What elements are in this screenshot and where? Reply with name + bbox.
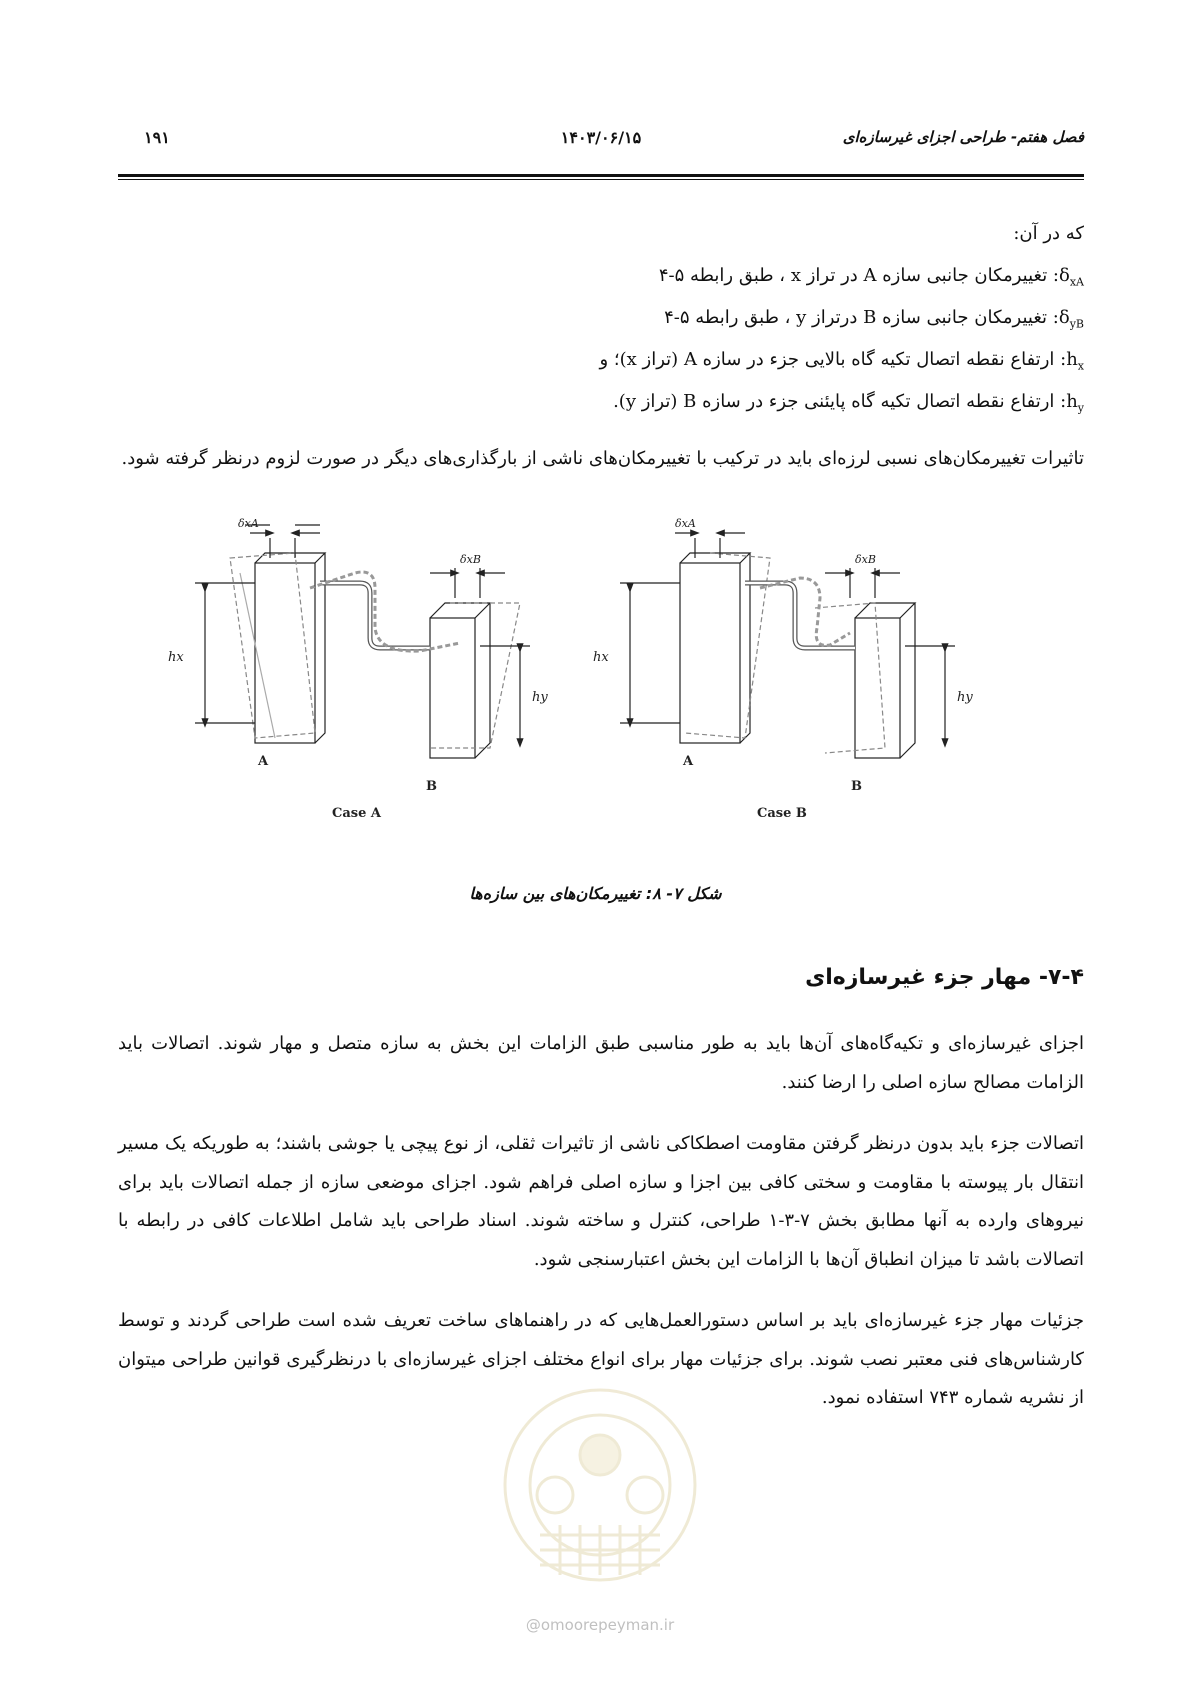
case-b-label-a: A (683, 754, 694, 769)
case-b-dxb-label: δxB (855, 553, 876, 566)
page-header (118, 128, 1084, 158)
case-b-label-b: B (851, 779, 862, 794)
case-a-dxa-label: δxA (238, 517, 259, 530)
case-a-tower-a (255, 563, 315, 743)
defs-intro: که در آن: (1013, 223, 1084, 244)
case-a-label-a: A (258, 754, 269, 769)
figure-caption: شکل ۷- ۸: تغییرمکان‌های بین سازه‌ها (469, 884, 722, 903)
case-b-tower-a (680, 563, 740, 743)
section-paragraph-1: اجزای غیرسازه‌ای و تکیه‌گاه‌های آن‌ها باید به طور مناسبی طبق الزامات این بخش به سازه متصل و مهار شوند. اتصالات باید الزامات مصالح سازه اصلی را ارضا کنند. (118, 1033, 1084, 1093)
case-b-hx-label: hx (593, 650, 609, 665)
case-a-dxb-label: δxB (460, 553, 481, 566)
watermark-logo (490, 1375, 710, 1635)
case-a-hx-label: hx (168, 650, 184, 665)
case-a-label-b: B (426, 779, 437, 794)
case-b-hy-label: hy (957, 690, 973, 705)
section-title: ۷-۴- مهار جزء غیرسازه‌ای (805, 965, 1084, 990)
header-rule-thin (118, 179, 1084, 180)
header-rule-thick (118, 174, 1084, 177)
case-a-hy-label: hy (532, 690, 548, 705)
case-a-tower-b (430, 618, 475, 758)
def-hx: $h_x$: ارتفاع نقطه اتصال تکیه گاه بالایی جزء در سازه A (تراز x)؛ و (599, 349, 1084, 373)
watermark-site: @omoorepeyman.ir (525, 1616, 675, 1634)
page-number: ۱۹۱ (144, 128, 170, 147)
case-b-diagram (620, 533, 955, 758)
figure-displacement-between-structures (160, 517, 1030, 863)
paragraph-effects: تاثیرات تغییرمکان‌های نسبی لرزه‌ای باید در ترکیب با تغییرمکان‌های ناشی از بارگذاری‌های دیگر در صورت لزوم درنظر گرفته شود. (121, 448, 1084, 469)
def-hy: $h_y$: ارتفاع نقطه اتصال تکیه گاه پایئنی جزء در سازه B (تراز y). (613, 391, 1084, 415)
case-a-title: Case A (332, 806, 381, 821)
chapter-title: فصل هفتم- طراحی اجزای غیرسازه‌ای (842, 128, 1084, 146)
header-date: ۱۴۰۳/۰۶/۱۵ (560, 128, 642, 147)
def-delta-yb: $\delta_{yB}$: تغییرمکان جانبی سازه B درتراز y ، طبق رابطه ۵-۴ (664, 307, 1084, 331)
def-delta-xa: $\delta_{xA}$: تغییرمکان جانبی سازه A در تراز x ، طبق رابطه ۵-۴ (658, 265, 1084, 289)
case-b-title: Case B (757, 806, 807, 821)
section-paragraph-2: اتصالات جزء باید بدون درنظر گرفتن مقاومت اصطکاکی ناشی از تاثیرات ثقلی، از نوع پیچی یا جوشی باشند؛ به طوریکه یک مسیر انتقال بار پیوسته با مقاومت و سختی کافی بین اجزا و سازه اصلی فراهم شود. اجزای موضعی سازه از جمله اتصالات باید برای نیروهای وارده به آنها مطابق بخش ۷-۳-۱ طراحی، کنترل و ساخته شوند. اسناد طراحی باید شامل اطلاعات کافی در رابطه با اتصالات باشد تا میزان انطباق آن‌ها با الزامات این بخش اعتبارسنجی شود. (118, 1133, 1084, 1270)
section-paragraph-3: جزئیات مهار جزء غیرسازه‌ای باید بر اساس دستورالعمل‌هایی که در راهنماهای ساخت تعریف شده است طراحی گردند و توسط کارشناس‌های فنی معتبر نصب شوند. برای جزئیات مهار برای انواع مختلف اجزای غیرسازه‌ای با درنظرگیری قوانین طراحی میتوان از نشریه شماره ۷۴۳ استفاده نمود. (118, 1310, 1084, 1408)
case-b-dxa-label: δxA (675, 517, 696, 530)
